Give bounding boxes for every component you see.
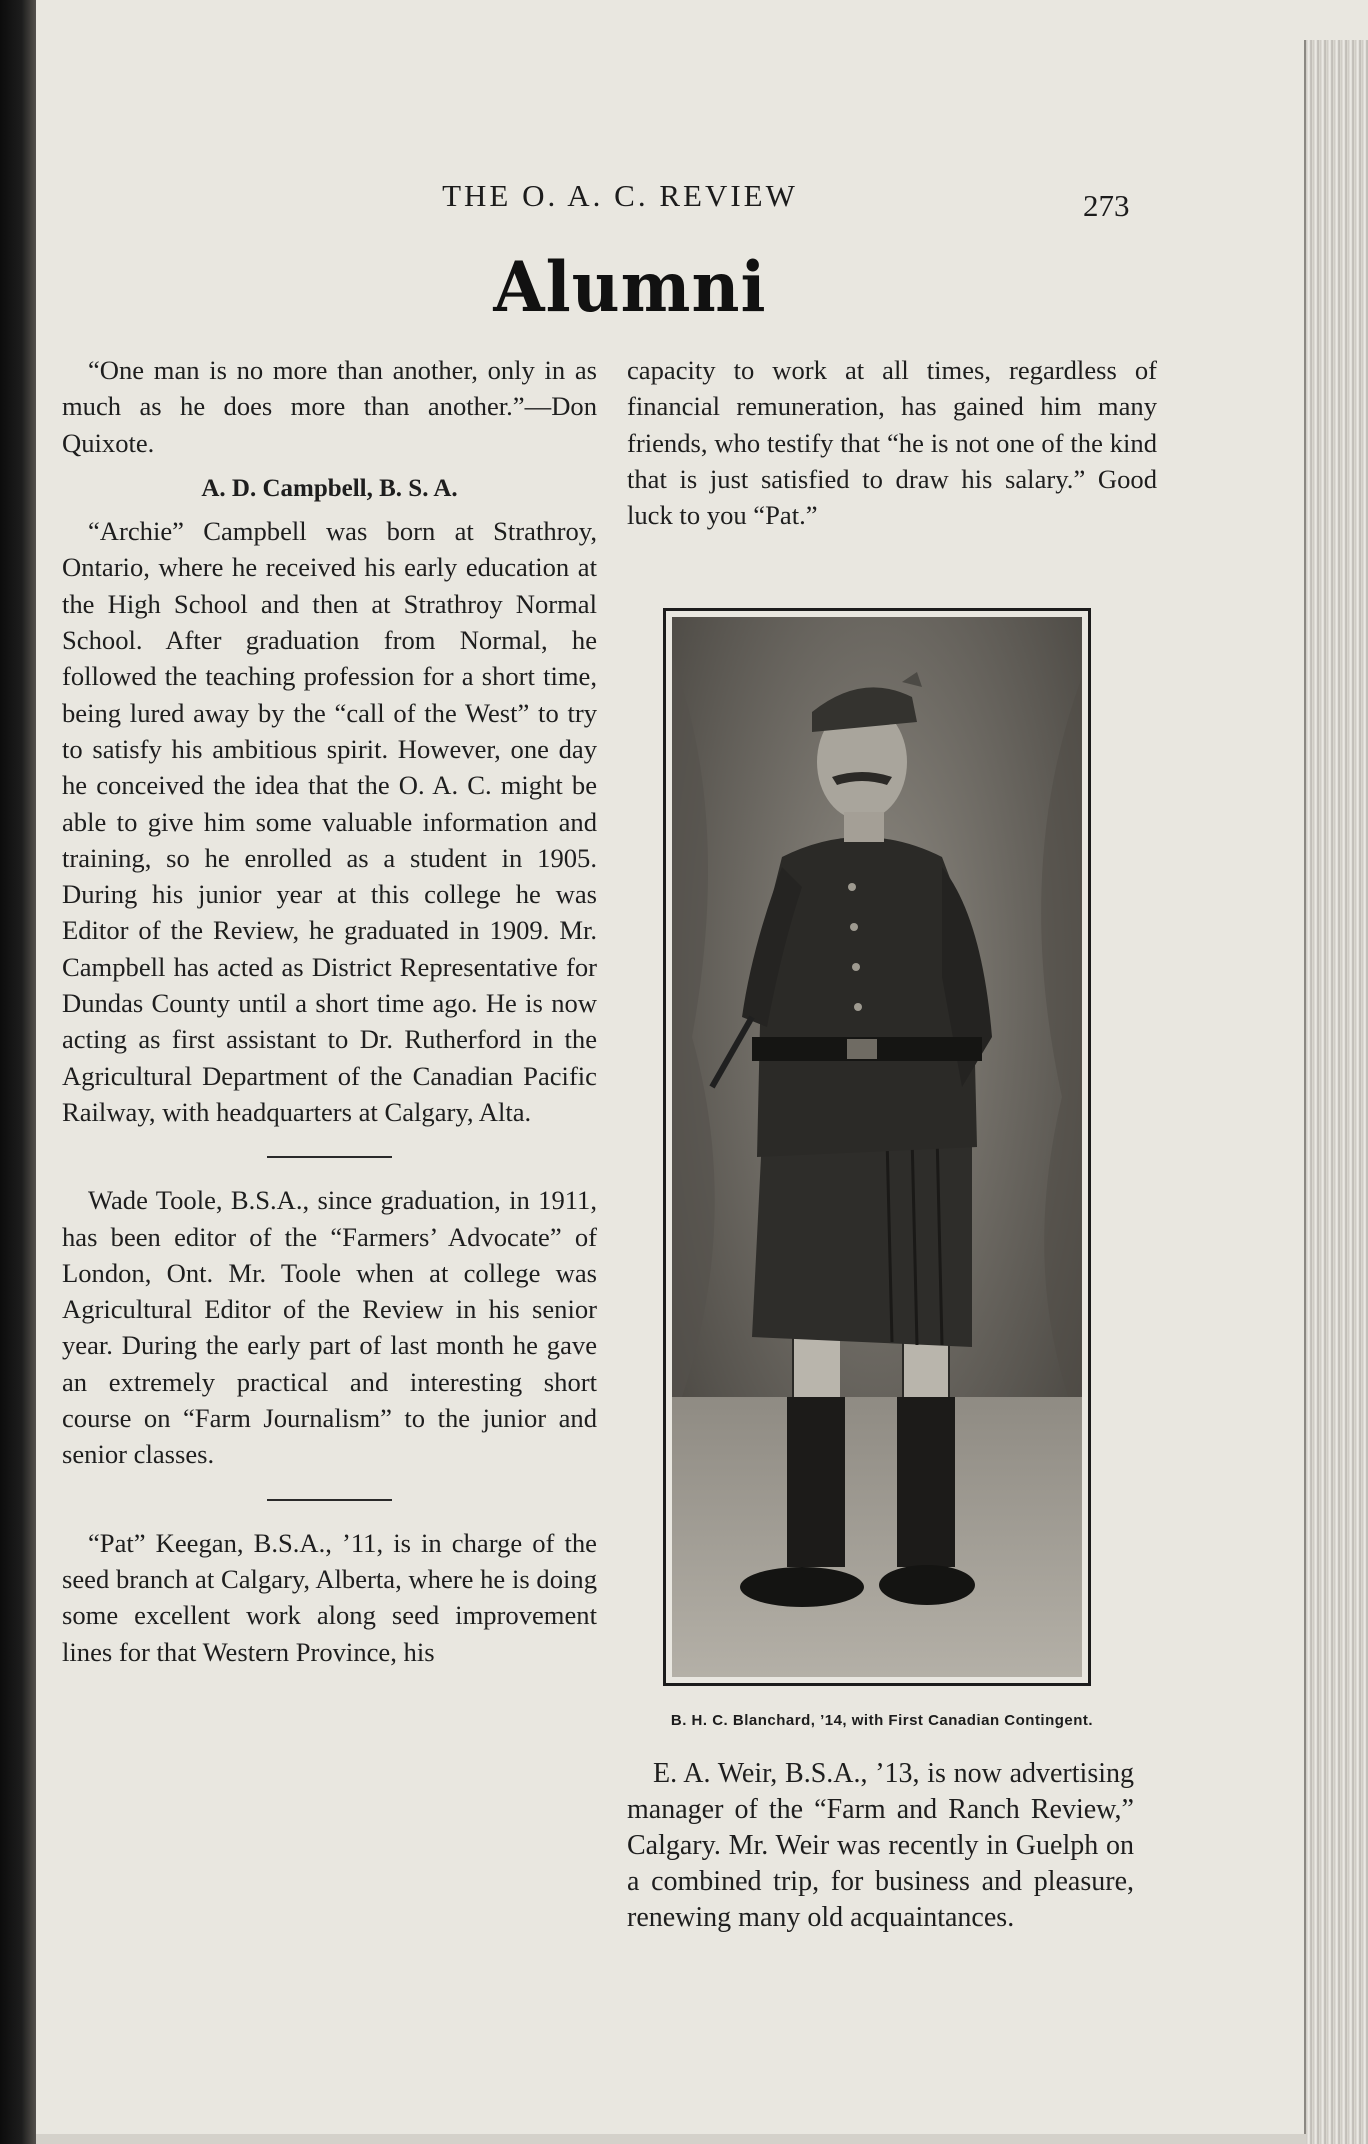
portrait-photo-frame [663, 608, 1091, 1686]
keegan-paragraph: “Pat” Keegan, B.S.A., ’11, is in charge of the seed branch at Calgary, Alberta, where he is doing some excellent work along seed improvement lines for that Western Province, his [62, 1527, 597, 1667]
weir-paragraph: E. A. Weir, B.S.A., ’13, is now advertising manager of the “Farm and Ranch Review,” Calgary. Mr. Weir was recently in Guelph on a combined trip, for business and pleasure, renewing many old acquaintances. [627, 1758, 1134, 1933]
book-spine [0, 0, 36, 2144]
epigraph-quote: “One man is no more than another, only in as much as he does more than another.”—Don Quixote. [62, 355, 597, 458]
campbell-heading: A. D. Campbell, B. S. A. [201, 474, 458, 502]
page-edges [1304, 40, 1368, 2144]
running-header: THE O. A. C. REVIEW [442, 178, 798, 213]
keegan-continued-paragraph: capacity to work at all times, regardless of financial remuneration, has gained him many friends, who testify that “he is not one of the kind that is just satisfied to draw his salary.” Good luck to you “Pat.” [627, 355, 1157, 531]
toole-paragraph: Wade Toole, B.S.A., since graduation, in 1911, has been editor of the “Farmers’ Advocate” of London, Ont. Mr. Toole when at college was Agricultural Editor of the Review in his senior year. During the early part of last month he gave an extremely practical and interesting short course on “Farm Journalism” to the junior and senior classes. [62, 1185, 597, 1470]
right-column [627, 352, 1157, 533]
bottom-edge [36, 2134, 1306, 2144]
soldier-portrait-image [672, 617, 1082, 1677]
photo-caption: B. H. C. Blanchard, ’14, with First Canadian Contingent. [670, 1712, 1094, 1729]
section-title: Alumni [493, 246, 767, 328]
left-column [62, 352, 597, 1670]
section-divider [267, 1156, 392, 1158]
section-divider [267, 1499, 392, 1501]
weir-paragraph-container [627, 1756, 1134, 1936]
page-number: 273 [1083, 188, 1130, 223]
campbell-paragraph: “Archie” Campbell was born at Strathroy, Ontario, where he received his early education at the High School and then at Strathroy Normal School. After graduation from Normal, he followed the teaching profession for a short time, being lured away by the “call of the West” to try to satisfy his ambitious spirit. However, one day he conceived the idea that the O. A. C. might be able to give him some valuable information and training, so he enrolled as a student in 1905. During his junior year at this college he was Editor of the Review, he graduated in 1909. Mr. Campbell has acted as District Representative for Dundas County until a short time ago. He is now acting as first assistant to Dr. Rutherford in the Agricultural Department of the Canadian Pacific Railway, with headquarters at Calgary, Alta. [62, 516, 597, 1127]
portrait-photo [672, 617, 1082, 1677]
